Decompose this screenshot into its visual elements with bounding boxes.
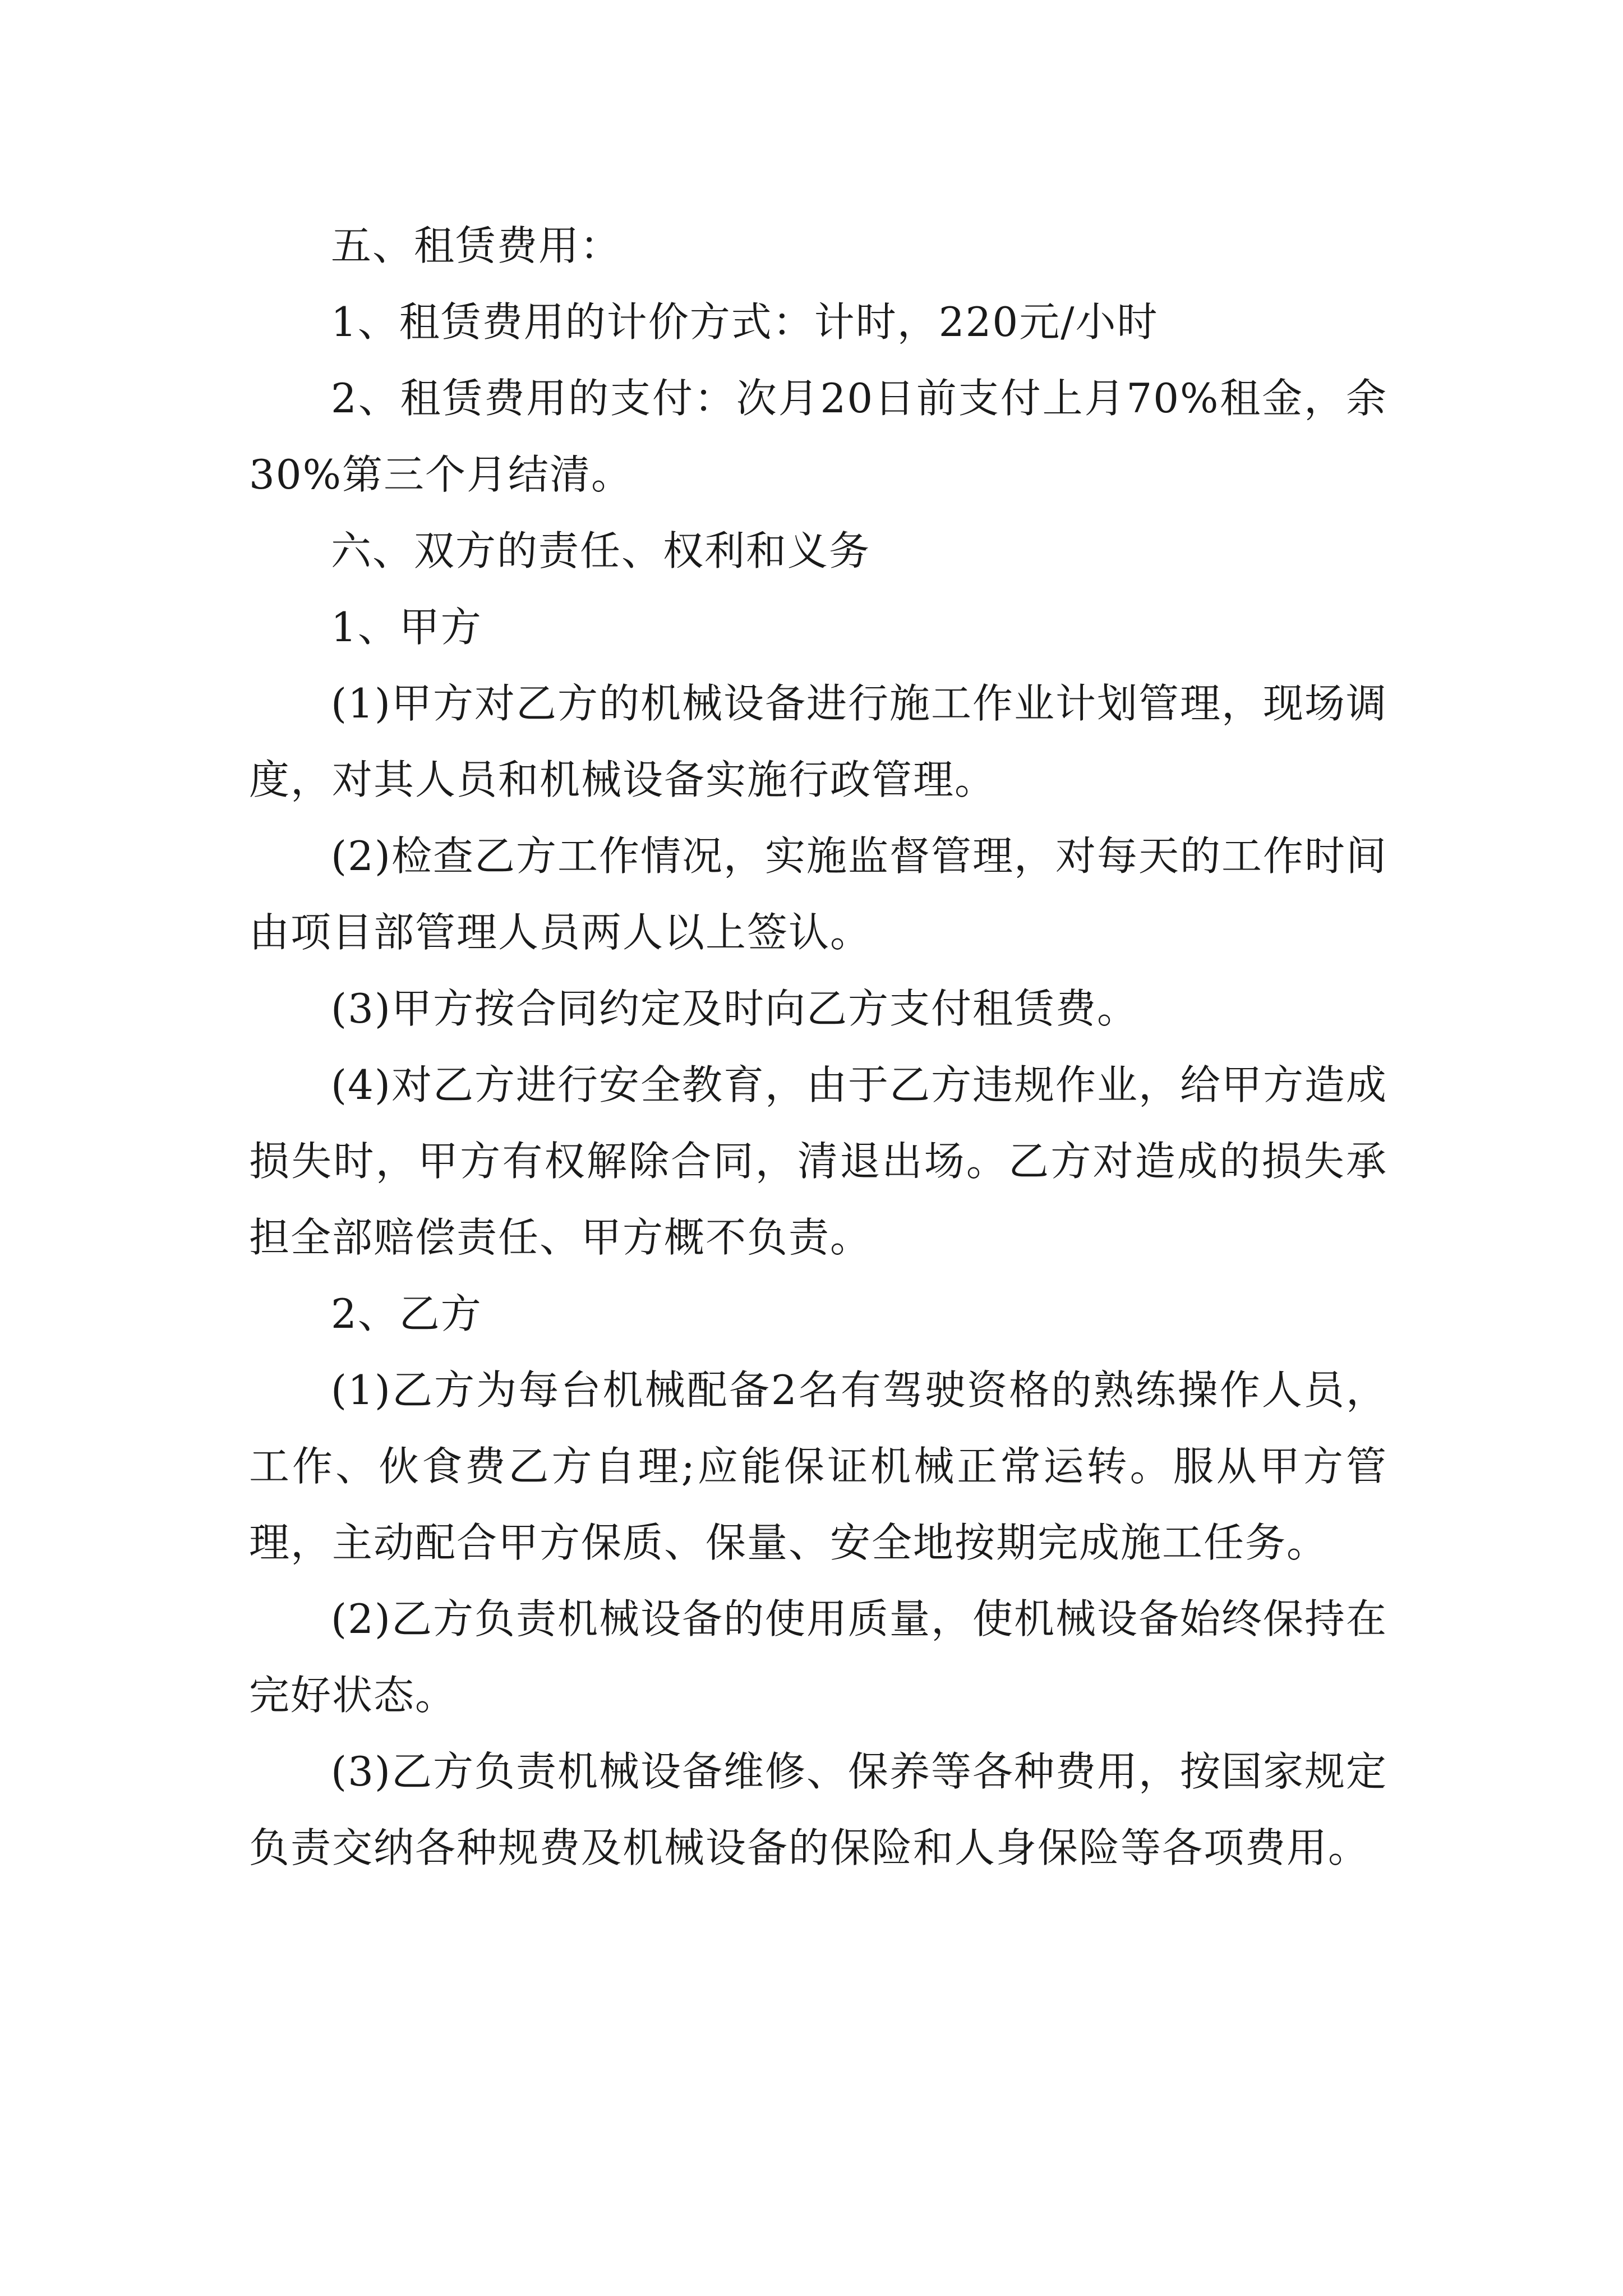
section-heading-rental-fees: 五、租赁费用：	[331, 222, 622, 269]
subheading-party-b: 2、乙方	[331, 1290, 482, 1337]
party-b-clause-1: (1)乙方为每台机械配备2名有驾驶资格的熟练操作人员，工作、伙食费乙方自理;应能保证机械正常运转。服从甲方管理，主动配合甲方保质、保量、安全地按期完成施工任务。	[249, 1366, 1387, 1566]
party-a-clause-1: (1)甲方对乙方的机械设备进行施工作业计划管理，现场调度，对其人员和机械设备实施行政管理。	[249, 680, 1387, 803]
subheading-party-a: 1、甲方	[331, 604, 482, 651]
section-heading-responsibilities: 六、双方的责任、权利和义务	[331, 527, 871, 574]
party-a-clause-3: (3)甲方按合同约定及时向乙方支付租赁费。	[331, 985, 1138, 1032]
party-a-clause-4: (4)对乙方进行安全教育，由于乙方违规作业，给甲方造成损失时，甲方有权解除合同，清退出场。乙方对造成的损失承担全部赔偿责任、甲方概不负责。	[249, 1061, 1387, 1261]
party-a-clause-2: (2)检查乙方工作情况，实施监督管理，对每天的工作时间由项目部管理人员两人以上签认。	[249, 832, 1387, 956]
party-b-clause-3: (3)乙方负责机械设备维修、保养等各种费用，按国家规定负责交纳各种规费及机械设备的保险和人身保险等各项费用。	[249, 1748, 1387, 1871]
document-body	[249, 208, 1387, 1886]
clause-payment: 2、租赁费用的支付：次月20日前支付上月70%租金，余30%第三个月结清。	[249, 375, 1387, 498]
clause-pricing-method: 1、租赁费用的计价方式：计时，220元/小时	[331, 298, 1159, 346]
party-b-clause-2: (2)乙方负责机械设备的使用质量，使机械设备始终保持在完好状态。	[249, 1595, 1387, 1719]
